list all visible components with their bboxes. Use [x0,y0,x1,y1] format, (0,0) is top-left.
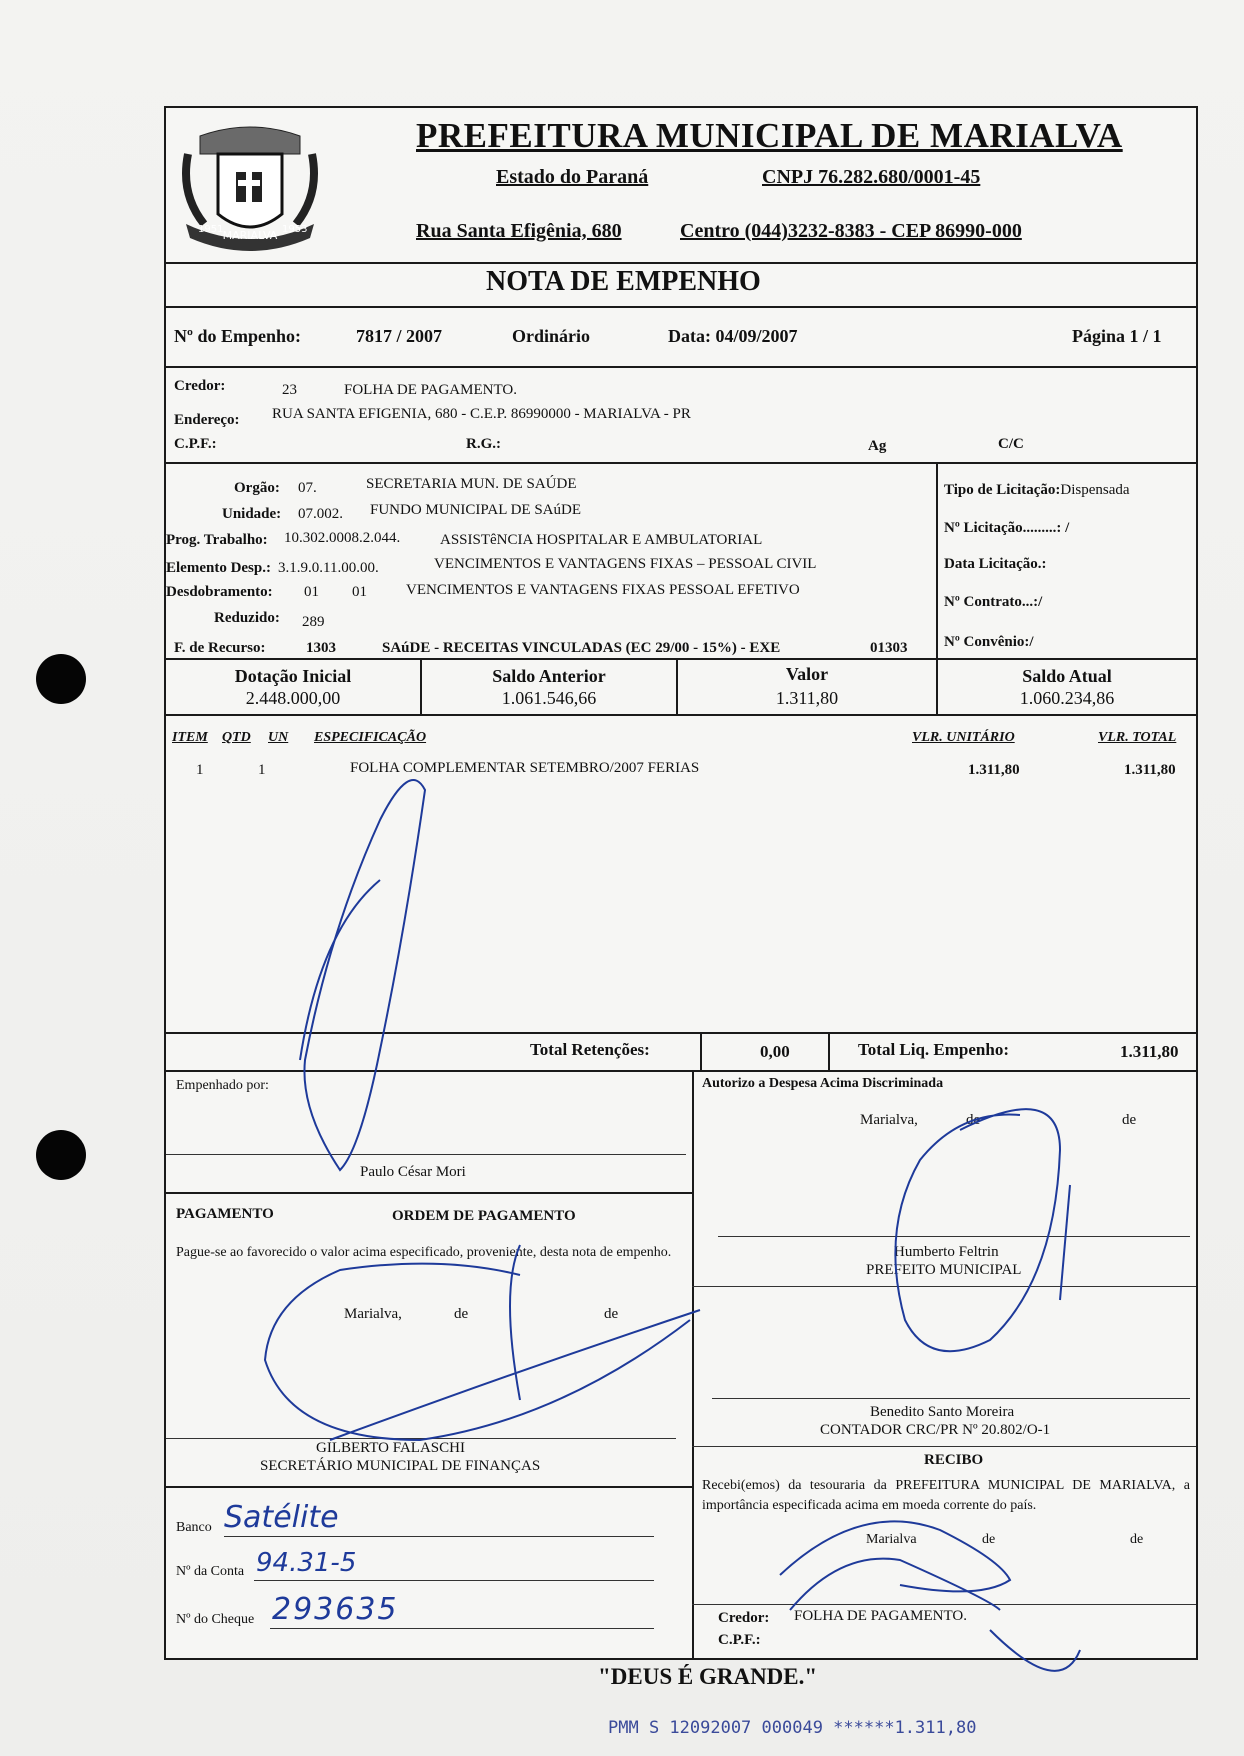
col-especificacao: ESPECIFICAÇÃO [314,730,427,745]
dotacao-value: 2.448.000,00 [245,688,341,708]
numero-convenio: Nº Convênio:/ [944,634,1034,650]
numero-licitacao: Nº Licitação.........: / [944,520,1070,536]
orgao-code: 07. [298,480,317,496]
tipo-licitacao: Tipo de Licitação:Dispensada [944,482,1130,498]
desdobramento-name: VENCIMENTOS E VANTAGENS FIXAS PESSOAL EFETIVO [406,582,800,598]
cheque-label: Nº do Cheque [176,1612,255,1627]
desdobramento-code1: 01 [304,584,319,600]
credor-code: 23 [282,382,297,398]
pagamento-de2: de [604,1306,619,1322]
motto: "DEUS É GRANDE." [598,1664,818,1689]
svg-text:1951: 1951 [198,224,224,235]
saldo-atual-value: 1.060.234,86 [1019,688,1115,708]
ordem-pagamento-label: ORDEM DE PAGAMENTO [392,1208,576,1224]
recibo-credor: FOLHA DE PAGAMENTO. [794,1608,967,1624]
recibo-de2: de [1130,1532,1144,1547]
page-number: Página 1 / 1 [1072,326,1162,346]
ordem-pagamento-texto: Pague-se ao favorecido o valor acima especificado, proveniente, desta nota de empenho. [176,1245,672,1260]
recibo-texto: Recebi(emos) da tesouraria da PREFEITURA MUNICIPAL DE MARIALVA, a importância especificada acima em moeda corrente do país. [702,1478,1190,1513]
data-licitacao: Data Licitação.: [944,556,1047,572]
cc-label: C/C [998,436,1024,452]
elemento-code: 3.1.9.0.11.00.00. [278,560,379,576]
unidade-name: FUNDO MUNICIPAL DE SAúDE [370,502,581,518]
empenho-type: Ordinário [512,326,591,346]
ag-label: Ag [868,438,887,454]
prog-code: 10.302.0008.2.044. [284,530,401,546]
empenhado-nome: Paulo César Mori [360,1164,466,1180]
secretario-cargo: SECRETÁRIO MUNICIPAL DE FINANÇAS [260,1458,541,1474]
orgao-label: Orgão: [234,480,280,496]
reduzido-value: 289 [302,614,325,630]
desdobramento-label: Desdobramento: [166,584,273,600]
svg-text:1953: 1953 [282,224,308,235]
dotacao-label: Dotação Inicial [234,666,352,686]
cnpj-label: CNPJ 76.282.680/0001-45 [762,166,981,188]
prog-name: ASSISTêNCIA HOSPITALAR E AMBULATORIAL [440,532,763,548]
credor-label: Credor: [174,378,226,394]
empenho-number-label: Nº do Empenho: [174,326,301,346]
saldo-anterior-value: 1.061.546,66 [501,688,597,708]
recurso-label: F. de Recurso: [174,640,266,656]
rg-label: R.G.: [466,436,501,452]
retencoes-label: Total Retenções: [530,1040,650,1059]
retencoes-value: 0,00 [760,1042,790,1061]
municipal-crest-icon [180,114,320,264]
contador-cargo: CONTADOR CRC/PR Nº 20.802/O-1 [820,1422,1051,1438]
contact-label: Centro (044)3232-8383 - CEP 86990-000 [680,220,1022,242]
liquido-label: Total Liq. Empenho: [858,1040,1009,1059]
empenho-number: 7817 / 2007 [356,326,443,346]
empenho-form [164,106,1198,1660]
banco-value: Satélite [224,1500,339,1535]
col-item: ITEM [172,730,208,745]
prefeito-cargo: PREFEITO MUNICIPAL [866,1262,1022,1278]
valor-label: Valor [785,664,829,684]
recurso-code: 1303 [306,640,336,656]
contador-nome: Benedito Santo Moreira [870,1404,1015,1420]
prog-label: Prog. Trabalho: [166,532,268,548]
endereco-label: Endereço: [174,412,240,428]
elemento-label: Elemento Desp.: [166,560,271,576]
desdobramento-code2: 01 [352,584,367,600]
orgao-name: SECRETARIA MUN. DE SAÚDE [366,476,577,492]
recurso-name: SAúDE - RECEITAS VINCULADAS (EC 29/00 - 15%) - EXE [382,640,781,656]
prefeito-nome: Humberto Feltrin [894,1244,999,1260]
empenho-date: Data: 04/09/2007 [668,326,798,346]
autorizo-de2: de [1122,1112,1137,1128]
recibo-local: Marialva [866,1532,917,1547]
pagamento-de1: de [454,1306,469,1322]
col-vlr-total: VLR. TOTAL [1098,730,1177,745]
table-row: 1 1 FOLHA COMPLEMENTAR SETEMBRO/2007 FERIAS 1.311,80 1.311,80 [196,760,1176,778]
pagamento-label: PAGAMENTO [176,1206,274,1222]
secretario-nome: GILBERTO FALASCHI [316,1440,465,1456]
doc-title: NOTA DE EMPENHO [486,266,761,297]
autorizo-de1: de [966,1112,981,1128]
saldo-atual-label: Saldo Atual [1022,666,1112,686]
autorizo-local: Marialva, [860,1112,918,1128]
unidade-label: Unidade: [222,506,282,522]
col-qtd: QTD [222,730,251,745]
saldo-anterior-label: Saldo Anterior [492,666,606,686]
credor-name: FOLHA DE PAGAMENTO. [344,382,517,398]
numero-contrato: Nº Contrato...:/ [944,594,1043,610]
elemento-name: VENCIMENTOS E VANTAGENS FIXAS – PESSOAL CIVIL [434,556,817,572]
endereco-value: RUA SANTA EFIGENIA, 680 - C.E.P. 86990000 - MARIALVA - PR [272,406,691,422]
conta-label: Nº da Conta [176,1564,245,1579]
autorizo-label: Autorizo a Despesa Acima Discriminada [702,1076,944,1091]
page-title: PREFEITURA MUNICIPAL DE MARIALVA [416,116,1123,155]
recibo-cpf-label: C.P.F.: [718,1632,761,1648]
banco-label: Banco [176,1520,212,1535]
reduzido-label: Reduzido: [214,610,280,626]
recurso-code2: 01303 [870,640,908,656]
svg-text:MARIALVA: MARIALVA [222,229,278,242]
cpf-label: C.P.F.: [174,436,217,452]
empenhado-label: Empenhado por: [176,1078,269,1093]
recibo-credor-label: Credor: [718,1610,770,1626]
address-label: Rua Santa Efigênia, 680 [416,220,622,242]
state-label: Estado do Paraná [496,166,649,188]
payment-stamp: PMM S 12092007 000049 ******1.311,80 [608,1718,977,1738]
liquido-value: 1.311,80 [1120,1042,1179,1061]
recibo-label: RECIBO [924,1452,984,1468]
pagamento-local: Marialva, [344,1306,402,1322]
col-vlr-unitario: VLR. UNITÁRIO [912,730,1015,745]
recibo-de1: de [982,1532,996,1547]
unidade-code: 07.002. [298,506,343,522]
cheque-value: 293635 [272,1592,399,1627]
conta-value: 94.31-5 [256,1548,357,1578]
valor-value: 1.311,80 [775,688,839,708]
col-un: UN [268,730,289,745]
